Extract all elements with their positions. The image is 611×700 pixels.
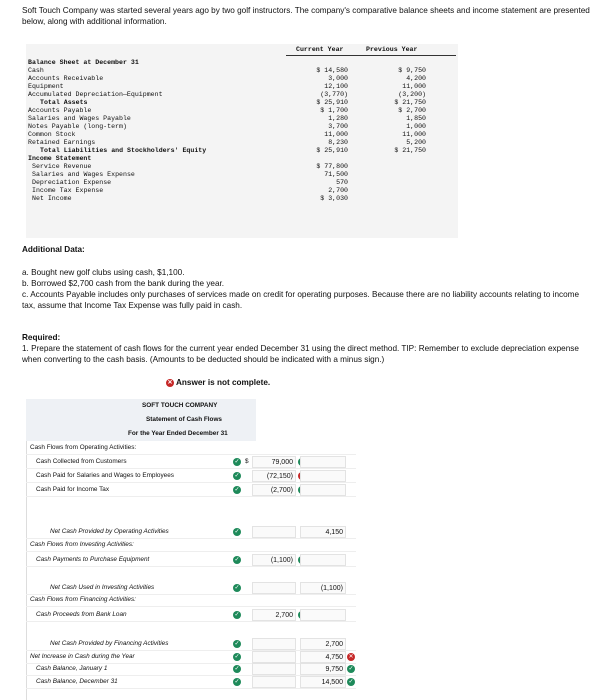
total-input[interactable] <box>300 638 346 650</box>
cash-flow-label: Cash Flows from Financing Activities: <box>30 596 136 603</box>
amount-input[interactable] <box>252 484 296 496</box>
row-divider <box>26 538 356 539</box>
bs-row-label: Accounts Payable <box>28 107 92 114</box>
bs-previous-value: 4,200 <box>406 75 426 82</box>
bs-current-value: $ 25,910 <box>316 99 348 106</box>
cash-flow-label: Cash Flows from Operating Activities: <box>30 444 137 451</box>
amount-input[interactable] <box>252 582 296 594</box>
row-divider <box>26 688 356 689</box>
check-icon: ✓ <box>234 459 240 465</box>
bs-current-value: 570 <box>336 179 348 186</box>
amount-value: (72,150) <box>266 473 293 480</box>
bs-previous-value: 11,000 <box>402 131 426 138</box>
amount-value: (1,100) <box>270 557 293 564</box>
total-input[interactable] <box>300 582 346 594</box>
bs-row-label: Total Assets <box>40 99 88 106</box>
total-input[interactable] <box>300 554 346 566</box>
cash-flow-label: Cash Paid for Income Tax <box>36 486 110 493</box>
row-divider <box>26 468 356 469</box>
check-icon: ✓ <box>234 557 240 563</box>
total-input[interactable] <box>300 470 346 482</box>
total-input[interactable] <box>300 676 346 688</box>
check-icon: ✓ <box>348 679 354 685</box>
bs-row-label: Accounts Receivable <box>28 75 104 82</box>
row-divider <box>26 454 356 455</box>
answer-banner: ✕ Answer is not complete. <box>167 378 271 387</box>
cash-flow-label: Cash Collected from Customers <box>36 458 127 465</box>
amount-input[interactable] <box>252 676 296 688</box>
total-input[interactable] <box>300 609 346 621</box>
bs-current-value: 11,000 <box>324 131 348 138</box>
additional-data-title: Additional Data: <box>22 245 85 254</box>
cash-flow-label: Cash Paid for Salaries and Wages to Employees <box>36 472 174 479</box>
previous-year-header: Previous Year <box>366 46 418 53</box>
total-input[interactable] <box>300 651 346 663</box>
bs-row-label: Notes Payable (long-term) <box>28 123 127 130</box>
bs-current-value: 71,500 <box>324 171 348 178</box>
total-value: 14,500 <box>321 679 343 686</box>
bs-row-label: Common Stock <box>28 131 76 138</box>
check-icon: ✓ <box>234 612 240 618</box>
bs-previous-value: $ 2,700 <box>398 107 426 114</box>
bs-row-label: Retained Earnings <box>28 139 96 146</box>
total-input[interactable] <box>300 663 346 675</box>
total-input[interactable] <box>300 526 346 538</box>
row-divider <box>26 482 356 483</box>
check-icon: ✓ <box>234 679 240 685</box>
error-icon: ✕ <box>348 654 354 660</box>
bs-row-label: Salaries and Wages Expense <box>32 171 135 178</box>
bs-current-value: $ 77,800 <box>316 163 348 170</box>
additional-item-b: b. Borrowed $2,700 cash from the bank during the year. <box>22 279 225 288</box>
bs-row-label: Depreciation Expense <box>32 179 112 186</box>
amount-value: 2,700 <box>275 612 293 619</box>
bs-row-label: Salaries and Wages Payable <box>28 115 131 122</box>
bs-current-value: $ 25,910 <box>316 147 348 154</box>
required-text: 1. Prepare the statement of cash flows for the current year ended December 31 using the direct method. TIP: Remember to exclude depreciation expense when converting to the cash basis. (Amounts to be deducted should be indicated with a minus sign.) <box>22 344 579 364</box>
check-icon: ✓ <box>234 473 240 479</box>
cash-flow-label: Cash Balance, January 1 <box>36 665 108 672</box>
bs-row-label: Accumulated Depreciation—Equipment <box>28 91 163 98</box>
row-divider <box>26 496 356 497</box>
dollar-sign: $ <box>245 458 249 465</box>
cash-flow-label: Net Increase in Cash during the Year <box>30 653 135 660</box>
cash-flow-label: Cash Flows from Investing Activities: <box>30 541 134 548</box>
bs-previous-value: $ 21,750 <box>394 99 426 106</box>
check-icon: ✓ <box>234 487 240 493</box>
total-input[interactable] <box>300 456 346 468</box>
check-icon: ✓ <box>234 585 240 591</box>
additional-item-a: a. Bought new golf clubs using cash, $1,100. <box>22 268 185 277</box>
statement-header <box>26 399 256 441</box>
bs-row-label: Service Revenue <box>32 163 92 170</box>
amount-input[interactable] <box>252 663 296 675</box>
company-name: SOFT TOUCH COMPANY <box>142 402 218 409</box>
check-icon: ✓ <box>234 654 240 660</box>
bs-previous-value: 1,000 <box>406 123 426 130</box>
bs-previous-value: 11,000 <box>402 83 426 90</box>
amount-value: (2,700) <box>270 487 293 494</box>
statement-name: Statement of Cash Flows <box>146 416 222 423</box>
total-input[interactable] <box>300 484 346 496</box>
bs-previous-value: $ 21,750 <box>394 147 426 154</box>
bs-row-label: Balance Sheet at December 31 <box>28 59 139 66</box>
bs-current-value: 12,100 <box>324 83 348 90</box>
problem-intro: Soft Touch Company was started several years ago by two golf instructors. The company's comparative balance sheets and income statement are presented below, along with additional information. <box>22 6 590 26</box>
bs-current-value: 8,230 <box>328 139 348 146</box>
bs-current-value: 3,000 <box>328 75 348 82</box>
total-value: 9,750 <box>325 666 343 673</box>
cash-flow-label: Cash Proceeds from Bank Loan <box>36 611 127 618</box>
bs-current-value: $ 1,700 <box>320 107 348 114</box>
current-year-header: Current Year <box>296 46 344 53</box>
bs-row-label: Cash <box>28 67 44 74</box>
required-title: Required: <box>22 333 61 342</box>
amount-value: 79,000 <box>271 459 293 466</box>
total-value: 4,150 <box>325 529 343 536</box>
additional-item-c: c. Accounts Payable includes only purchases of services made on credit for operating purposes. Because there are no liability accounts relating to income tax, assume that Income Tax Expense was fully paid in cash. <box>22 290 580 310</box>
bs-current-value: $ 14,580 <box>316 67 348 74</box>
amount-input[interactable] <box>252 609 296 621</box>
row-divider <box>26 551 356 552</box>
financial-statements-table <box>26 44 458 238</box>
amount-input[interactable] <box>252 456 296 468</box>
amount-input[interactable] <box>252 526 296 538</box>
bs-current-value: 1,280 <box>328 115 348 122</box>
check-icon: ✓ <box>234 641 240 647</box>
bs-previous-value: $ 9,750 <box>398 67 426 74</box>
bs-row-label: Net Income <box>32 195 72 202</box>
bs-row-label: Income Tax Expense <box>32 187 104 194</box>
amount-input[interactable] <box>252 638 296 650</box>
amount-input[interactable] <box>252 651 296 663</box>
cash-flow-label: Net Cash Provided by Financing Activities <box>50 640 169 647</box>
check-icon: ✓ <box>348 666 354 672</box>
bs-current-value: 3,700 <box>328 123 348 130</box>
check-icon: ✓ <box>234 529 240 535</box>
row-divider <box>26 621 356 622</box>
bs-row-label: Equipment <box>28 83 64 90</box>
amount-input[interactable] <box>252 470 296 482</box>
bs-previous-value: 5,200 <box>406 139 426 146</box>
row-divider <box>26 566 356 567</box>
error-icon: ✕ <box>167 379 173 386</box>
bs-current-value: $ 3,030 <box>320 195 348 202</box>
row-divider <box>26 606 356 607</box>
total-value: 2,700 <box>325 641 343 648</box>
row-divider <box>26 594 356 595</box>
cash-flow-label: Net Cash Provided by Operating Activities <box>50 528 169 535</box>
bs-previous-value: (3,200) <box>398 91 426 98</box>
total-value: (1,100) <box>320 585 343 592</box>
statement-period: For the Year Ended December 31 <box>128 430 228 437</box>
amount-input[interactable] <box>252 554 296 566</box>
bs-current-value: 2,700 <box>328 187 348 194</box>
cash-flow-label: Net Cash Used in Investing Activities <box>50 584 155 591</box>
bs-row-label: Income Statement <box>28 155 92 162</box>
check-icon: ✓ <box>234 666 240 672</box>
bs-current-value: (3,770) <box>320 91 348 98</box>
bs-previous-value: 1,850 <box>406 115 426 122</box>
bs-row-label: Total Liabilities and Stockholders' Equity <box>40 147 207 154</box>
cash-flow-label: Cash Payments to Purchase Equipment <box>36 556 150 563</box>
total-value: 4,750 <box>325 654 343 661</box>
cash-flow-label: Cash Balance, December 31 <box>36 678 118 685</box>
